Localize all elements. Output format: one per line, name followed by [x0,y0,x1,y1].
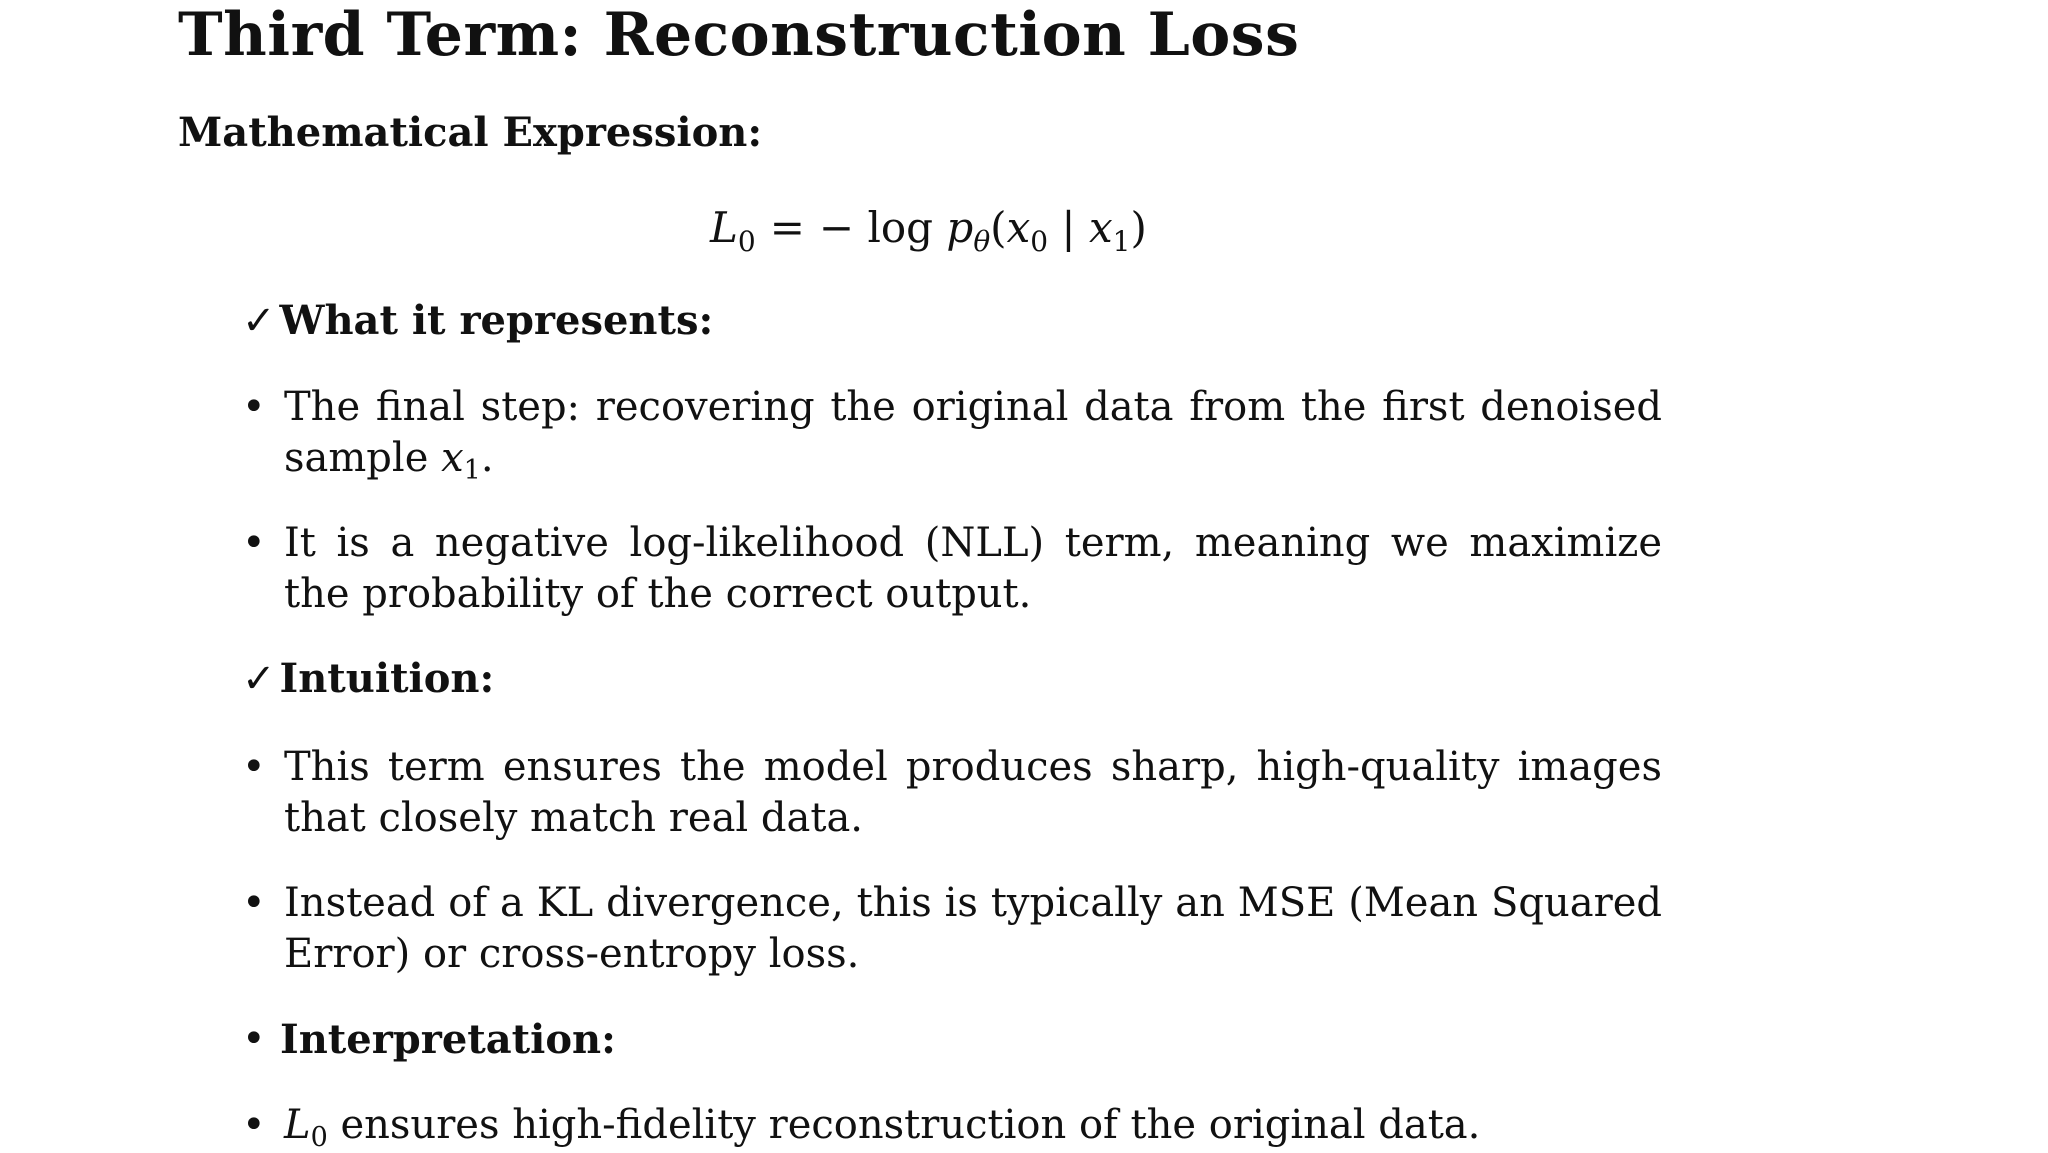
eq-open-paren: ( [990,203,1007,252]
list-item [242,878,1662,980]
eq-neg-log: − log [818,203,947,252]
eq-lhs-sub: 0 [737,225,756,258]
list-item-tail: . [480,435,494,481]
list-item-math-symbol: L [284,1102,311,1148]
interpretation-heading-text: Interpretation: [280,1016,616,1063]
eq-p-symbol: p [946,203,974,252]
bullet-icon: • [242,1102,266,1148]
list-item-text: It is a negative log-likelihood (NLL) term, meaning we maximize the probability of the correct output. [284,520,1662,617]
checkmark-icon: ✓ [242,298,276,344]
bullet-icon: • [242,384,266,430]
list-item [242,1100,1662,1151]
eq-x1-symbol: x [1088,203,1113,252]
bullet-icon: • [242,744,266,790]
list-item-text: The final step: recovering the original data from the first denoised sample [284,384,1662,481]
list-item-math-symbol: x [441,435,464,481]
eq-x0-sub: 0 [1030,225,1049,258]
represents-heading [242,296,713,346]
list-item [242,742,1662,844]
math-expression-heading: Mathematical Expression: [178,109,763,156]
list-item [242,518,1662,620]
eq-x0-symbol: x [1006,203,1031,252]
intuition-heading-text: Intuition: [279,655,495,702]
checkmark-icon: ✓ [242,656,276,702]
eq-close-paren: ) [1130,203,1147,252]
eq-p-sub: θ [973,225,991,258]
bullet-icon: • [242,880,266,926]
list-item-text: This term ensures the model produces sharp, high-quality images that closely match real data. [284,744,1662,841]
eq-given: | [1048,203,1089,252]
reconstruction-loss-equation [710,200,1147,256]
eq-lhs-symbol: L [710,203,738,252]
bullet-icon: • [242,520,266,566]
page-title: Third Term: Reconstruction Loss [178,0,1300,70]
intuition-heading [242,654,494,704]
list-item [242,382,1662,484]
bullet-icon: • [242,1016,266,1062]
interpretation-heading [242,1014,1662,1065]
list-item-math-sub: 1 [463,455,481,486]
eq-equals: = [769,203,805,252]
list-item-text: ensures high-fidelity reconstruction of the original data. [327,1102,1481,1148]
list-item-text: Instead of a KL divergence, this is typically an MSE (Mean Squared Error) or cross-entropy loss. [284,880,1662,977]
eq-x1-sub: 1 [1112,225,1131,258]
represents-heading-text: What it represents: [279,297,714,344]
list-item-math-sub: 0 [310,1122,328,1153]
